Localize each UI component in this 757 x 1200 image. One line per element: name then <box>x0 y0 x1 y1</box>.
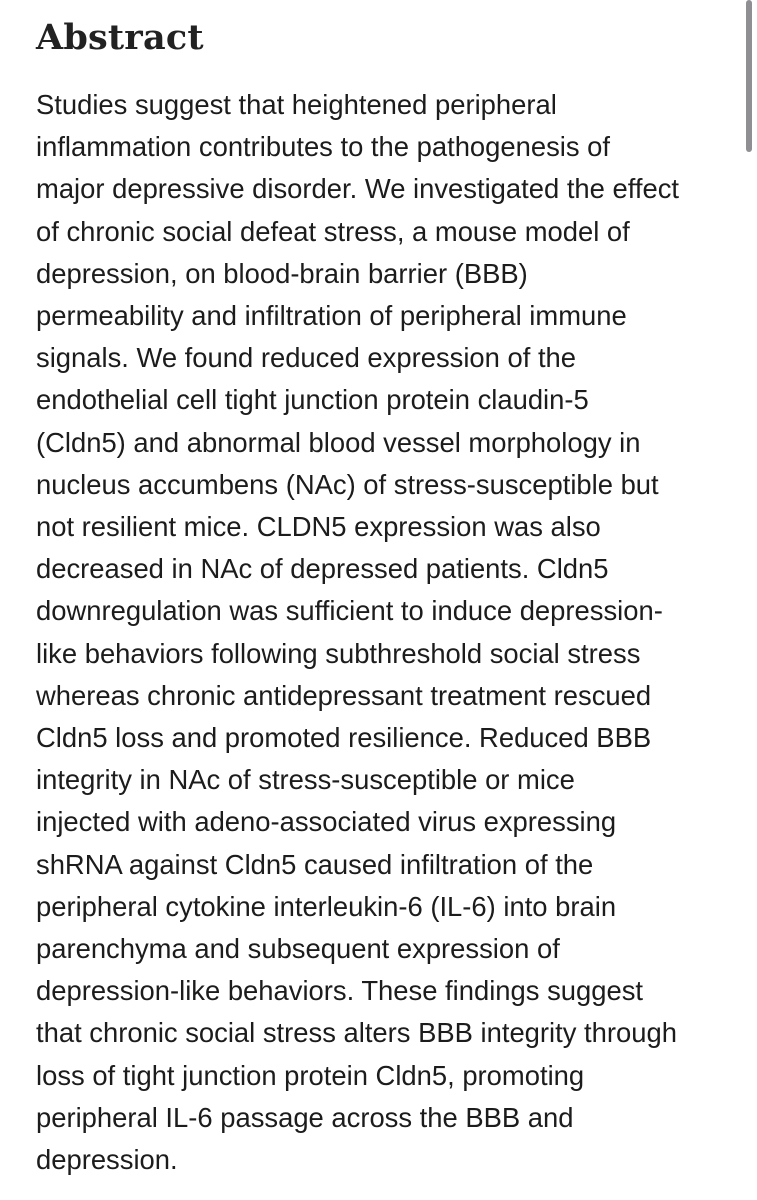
abstract-line: not resilient mice. CLDN5 expression was also <box>36 511 601 543</box>
abstract-line: (Cldn5) and abnormal blood vessel morphology in <box>36 426 641 458</box>
abstract-line: peripheral cytokine interleukin-6 (IL-6) into brain <box>36 890 617 922</box>
abstract-line: downregulation was sufficient to induce depression- <box>36 595 663 627</box>
abstract-line: permeability and infiltration of peripheral immune <box>36 300 627 332</box>
abstract-line: inflammation contributes to the pathogenesis of <box>36 131 611 163</box>
abstract-line: that chronic social stress alters BBB integrity through <box>36 1017 677 1049</box>
abstract-line: parenchyma and subsequent expression of <box>36 933 560 965</box>
abstract-line: like behaviors following subthreshold social stress <box>36 637 641 669</box>
abstract-line: shRNA against Cldn5 caused infiltration of the <box>36 848 594 880</box>
abstract-line: of chronic social defeat stress, a mouse model of <box>36 215 630 247</box>
abstract-line: endothelial cell tight junction protein claudin-5 <box>36 384 589 416</box>
abstract-heading: Abstract <box>36 17 204 58</box>
abstract-line: integrity in NAc of stress-susceptible or mice <box>36 764 575 796</box>
abstract-line: Cldn5 loss and promoted resilience. Reduced BBB <box>36 722 652 754</box>
abstract-line: whereas chronic antidepressant treatment rescued <box>36 679 652 711</box>
abstract-line: major depressive disorder. We investigated the effect <box>36 173 680 205</box>
abstract-line: depression. <box>36 1144 178 1176</box>
abstract-line: depression-like behaviors. These findings suggest <box>36 975 644 1007</box>
abstract-line: peripheral IL-6 passage across the BBB and <box>36 1101 574 1133</box>
abstract-line: signals. We found reduced expression of the <box>36 342 577 374</box>
abstract-paragraph <box>36 84 736 1181</box>
abstract-line: depression, on blood-brain barrier (BBB) <box>36 257 528 289</box>
vertical-scrollbar[interactable] <box>746 0 752 152</box>
abstract-line: injected with adeno-associated virus expressing <box>36 806 617 838</box>
abstract-line: nucleus accumbens (NAc) of stress-susceptible but <box>36 468 659 500</box>
abstract-line: Studies suggest that heightened peripheral <box>36 89 557 120</box>
abstract-line: loss of tight junction protein Cldn5, promoting <box>36 1059 585 1091</box>
abstract-line: decreased in NAc of depressed patients. Cldn5 <box>36 553 609 585</box>
